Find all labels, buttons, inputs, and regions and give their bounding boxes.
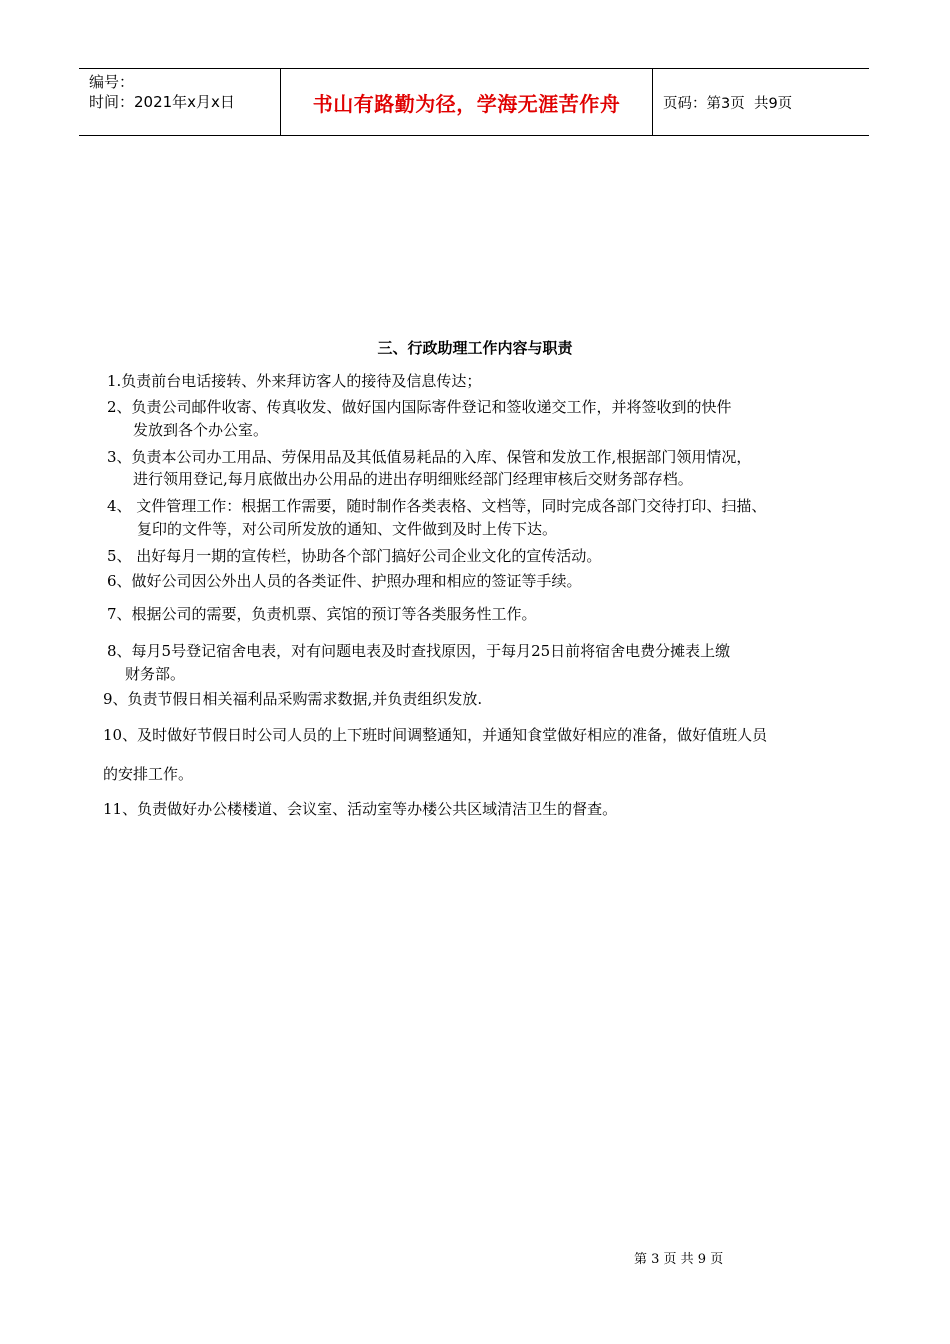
list-item-3-continuation: 进行领用登记,每月底做出办公用品的进出存明细账经部门经理审核后交财务部存档。 xyxy=(133,470,693,488)
document-date-label: 时间：2021年x月x日 xyxy=(89,93,235,111)
list-item-9: 9、负责节假日相关福利品采购需求数据,并负责组织发放. xyxy=(103,690,483,708)
list-item-11: 11、负责做好办公楼楼道、会议室、活动室等办楼公共区域清洁卫生的督查。 xyxy=(103,800,618,818)
list-item-10-continuation: 的安排工作。 xyxy=(103,765,194,783)
list-item-2: 2、负责公司邮件收寄、传真收发、做好国内国际寄件登记和签收递交工作，并将签收到的快件 xyxy=(107,398,732,416)
header-motto: 书山有路勤为径，学海无涯苦作舟 xyxy=(281,69,653,135)
header-page-code-cell xyxy=(653,69,869,135)
list-item-8: 8、每月5号登记宿舍电表，对有问题电表及时查找原因，于每月25日前将宿舍电费分摊表上缴 xyxy=(107,642,731,660)
list-item-10: 10、及时做好节假日时公司人员的上下班时间调整通知，并通知食堂做好相应的准备，做好值班人员 xyxy=(103,726,768,744)
list-item-1: 1.负责前台电话接转、外来拜访客人的接待及信息传达； xyxy=(107,372,482,390)
list-item-4: 4、 文件管理工作：根据工作需要，随时制作各类表格、文档等，同时完成各部门交待打印、扫描、 xyxy=(107,497,767,515)
list-item-5: 5、 出好每月一期的宣传栏，协助各个部门搞好公司企业文化的宣传活动。 xyxy=(107,547,602,565)
list-item-3: 3、负责本公司办工用品、劳保用品及其低值易耗品的入库、保管和发放工作,根据部门领用情况， xyxy=(107,448,752,466)
list-item-6: 6、做好公司因公外出人员的各类证件、护照办理和相应的签证等手续。 xyxy=(107,572,582,590)
list-item-2-continuation: 发放到各个办公室。 xyxy=(133,421,269,439)
list-item-7: 7、根据公司的需要，负责机票、宾馆的预订等各类服务性工作。 xyxy=(107,605,537,623)
page-footer: 第 3 页 共 9 页 xyxy=(634,1252,724,1267)
document-number-label: 编号： xyxy=(89,73,135,91)
section-title: 三、行政助理工作内容与职责 xyxy=(377,339,573,357)
header-page-code: 页码：第3页 共9页 xyxy=(663,95,793,112)
list-item-8-continuation: 财务部。 xyxy=(125,665,186,683)
list-item-4-continuation: 复印的文件等，对公司所发放的通知、文件做到及时上传下达。 xyxy=(137,520,558,538)
header-meta-cell xyxy=(79,69,281,135)
document-header xyxy=(79,68,869,136)
